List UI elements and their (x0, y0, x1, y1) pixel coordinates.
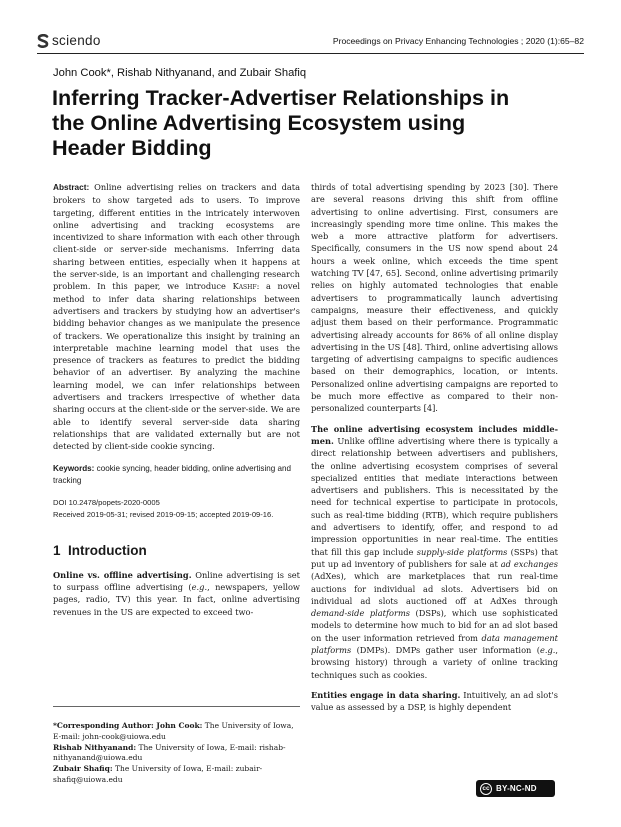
journal-citation: Proceedings on Privacy Enhancing Technologies ; 2020 (1):65–82 (332, 36, 584, 46)
author-list: John Cook*, Rishab Nithyanand, and Zubair Shafiq (53, 67, 307, 79)
paragraph-shift: thirds of total advertising spending by 2023 [30]. There are several reasons driving this shift from offline advertising to online advertising. First, consumers are increasingly spending more time online. This makes the web a more attractive platform for advertisers. Specifically, consumers in the US now spend about 24 hours a week online, which exceeds the time spent watching TV [47, 65]. Second, online advertising primarily relies on highly automated technologies that enable advertisers to programmatically launch advertising campaigns, measure their effectiveness, and quickly adjust them based on their performance. Programmatic advertising already accounts for 86% of all online display advertising in the US [48]. Third, online advertising allows targeting of advertising campaigns to specific audiences based on their demographics, location, or intents. Personalized online advertising campaigns are reported to be much more effective as compared to their non-personalized counterparts [4]. (311, 182, 558, 414)
abstract-label: Abstract: (53, 183, 90, 192)
abstract: Abstract: Online advertising relies on trackers and data brokers to show targeted ads to users. To improve targeting, different entities in the intricately interwoven online advertising and tracking ecosystems are incentivized to share information with each other through client-side or server-side mechanisms. Inferring data sharing between entities, especially when it happens at the server-side, is an important and challenging research problem. In this paper, we introduce Kashf: a novel method to infer data sharing relationships between advertisers and trackers by studying how an advertiser's bidding behavior changes as we manipulate the presence of trackers. We operationalize this insight by training an interpretable machine learning model that uses the presence of trackers as features to predict the bidding behavior of an advertiser. By analyzing the machine learning model, we can infer relationships between advertisers and trackers irrespective of whether data sharing occurs at the client-side or the server-side. We are able to identify several server-side data sharing relationships that are validated externally but are not detected by client-side cookie syncing. (53, 182, 301, 452)
section-heading: 1 Introduction (53, 542, 147, 558)
running-header (37, 32, 584, 54)
sciendo-logo-icon (37, 34, 49, 48)
doi: DOI 10.2478/popets-2020-0005 (53, 497, 160, 507)
received-dates: Received 2019-05-31; revised 2019-09-15; accepted 2019-09-16. (53, 509, 274, 519)
method-name: Kashf (232, 281, 257, 292)
footnote-author-2: Rishab Nithyanand: The University of Iowa, E-mail: rishab-nithyanand@uiowa.edu (53, 742, 286, 763)
logo-text: sciendo (52, 33, 101, 48)
right-column (311, 181, 558, 713)
keywords: Keywords: cookie syncing, header bidding, online advertising and tracking (53, 463, 292, 485)
publisher-logo (37, 33, 101, 48)
intro-paragraph: Online vs. offline advertising. Online advertising is set to surpass offline advertising (e.g., newspapers, yellow pages, radio, TV) this year. In fact, online advertising revenues in the US are expected to exceed two- (53, 569, 301, 617)
license-badge (476, 780, 555, 797)
footnote-author-3: Zubair Shafiq: The University of Iowa, E-mail: zubair-shafiq@uiowa.edu (53, 764, 263, 784)
author-footnotes (53, 706, 300, 786)
paragraph-middlemen: The online advertising ecosystem includes middle-men. Unlike offline advertising where there is typically a direct relationship between advertisers and publishers, the online advertising ecosystem comprises of several specialized entities that mediate interactions between advertisers and publishers. This is necessitated by the need for technical expertise to participate in protocols, such as real-time bidding (RTB), which require publishers and advertisers to identify, offer, and respond to ad impression opportunities in near real-time. The entities that fill this gap include supply-side platforms (SSPs) that put up ad inventory of publishers for sale at ad exchanges (AdXes), which are marketplaces that run real-time auctions for individual ad slots. Advertisers bid on individual ad slots auctioned off at AdXes through demand-side platforms (DSPs), which use sophisticated models to determine how much to bid for an ad slot based on the user information retrieved from data management platforms (DMPs). DMPs gather user information (e.g., browsing history) through a variety of online tracking techniques such as cookies. (311, 423, 558, 680)
paper-title: Inferring Tracker-Advertiser Relationships in the Online Advertising Ecosystem using Header Bidding (52, 85, 510, 160)
footnote-corresponding: *Corresponding Author: John Cook: The University of Iowa, E-mail: john-cook@uiowa.edu (53, 721, 294, 741)
creative-commons-icon: cc (480, 783, 492, 795)
license-label: BY-NC-ND (496, 784, 537, 793)
left-column (53, 181, 300, 618)
paragraph-data-sharing: Entities engage in data sharing. Intuitively, an ad slot's value as assessed by a DSP, is highly dependent (311, 689, 558, 713)
